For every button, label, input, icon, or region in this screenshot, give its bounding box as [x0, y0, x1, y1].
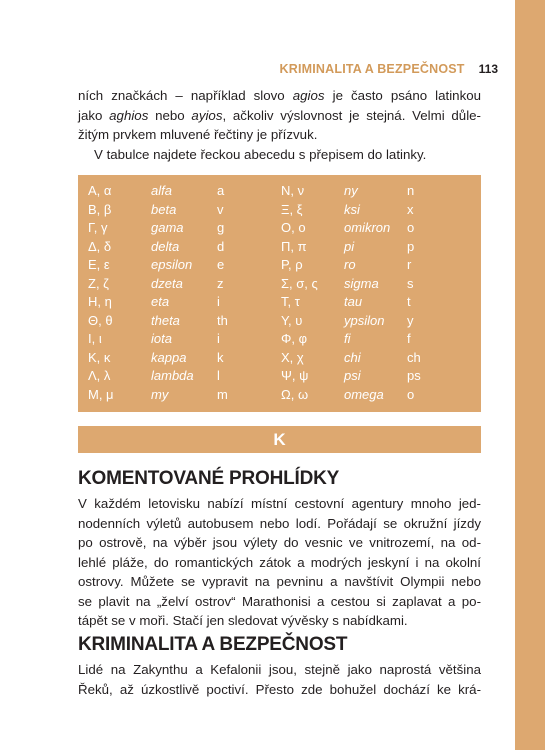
section-heading-crime: KRIMINALITA A BEZPEČNOST: [78, 634, 348, 655]
greek-letter: Π, π: [281, 238, 307, 254]
alphabet-row: [78, 367, 481, 385]
greek-letter: Κ, κ: [88, 349, 111, 365]
intro-word-agios: agios: [292, 88, 325, 103]
greek-letter-name: lambda: [151, 368, 194, 383]
alphabet-row: [78, 238, 481, 256]
greek-letter-name: epsilon: [151, 257, 193, 272]
greek-letter: Λ, λ: [88, 368, 111, 383]
greek-letter-name: ksi: [344, 201, 360, 217]
alphabet-row: [78, 312, 481, 330]
tours-line: V každém letovisku nabízí místní cestovní agentury mnoho jed-: [78, 496, 481, 511]
greek-letter-name: alfa: [151, 183, 172, 198]
intro-line: žitým prvkem mluvené řečtiny je přízvuk.: [78, 127, 318, 142]
greek-letter-name: pi: [344, 238, 355, 254]
latin-transcription: o: [407, 220, 415, 235]
greek-letter-name: ypsilon: [344, 312, 385, 328]
tours-line: nodenních výletů autobusem nebo lodí. Pořádají se okružní jízdy: [78, 515, 481, 531]
alphabet-row: [78, 182, 481, 200]
greek-letter-name: chi: [344, 349, 361, 365]
greek-letter: Μ, μ: [88, 386, 114, 402]
latin-transcription: p: [407, 238, 415, 254]
intro-line: ních značkách – například slovo agios je často psáno latinkou: [78, 88, 482, 103]
latin-transcription: d: [217, 238, 225, 254]
alphabet-row: [78, 219, 481, 237]
alphabet-row: [78, 256, 481, 274]
latin-transcription: ps: [407, 368, 421, 383]
latin-transcription: n: [407, 183, 415, 198]
latin-transcription: m: [217, 386, 228, 402]
greek-letter: Φ, φ: [281, 331, 308, 346]
section-heading-tours: KOMENTOVANÉ PROHLÍDKY: [78, 468, 340, 489]
greek-letter-name: beta: [151, 201, 177, 217]
greek-letter: Θ, θ: [88, 312, 113, 328]
greek-letter-name: sigma: [344, 275, 379, 291]
greek-letter-name: theta: [151, 312, 180, 328]
greek-letter-name: kappa: [151, 349, 187, 365]
latin-transcription: ch: [407, 349, 421, 365]
latin-transcription: s: [407, 275, 414, 291]
section-tours-paragraph: [78, 494, 481, 631]
greek-letter: Ο, ο: [281, 220, 306, 235]
intro-line: jako aghios nebo ayios, ačkoliv výslovnost je stejná. Velmi důle-: [78, 107, 481, 123]
greek-letter: Ι, ι: [88, 331, 102, 346]
alphabet-row: [78, 201, 481, 219]
latin-transcription: t: [407, 294, 411, 309]
section-crime-paragraph: [78, 660, 481, 699]
greek-letter: Ε, ε: [88, 257, 110, 272]
latin-transcription: x: [407, 201, 414, 217]
section-letter-band: [78, 426, 481, 453]
greek-letter: Η, η: [88, 294, 112, 309]
greek-letter-name: omega: [344, 386, 384, 402]
alphabet-row: [78, 293, 481, 311]
greek-letter: Ζ, ζ: [88, 275, 109, 291]
crime-line: Řeků, až úzkostlivě poctiví. Přesto zde bohužel dochází ke krá-: [78, 681, 481, 697]
greek-letter-name: dzeta: [151, 275, 183, 291]
latin-transcription: th: [217, 312, 228, 328]
latin-transcription: o: [407, 386, 415, 402]
tours-line: lehlé pláže, do romantických zátok a modrých jeskyní i na okolní: [78, 554, 481, 570]
tours-line: ostrovy. Můžete se vypravit na pevninu a navštívit Olympii nebo: [78, 574, 481, 589]
greek-alphabet-table: [78, 175, 481, 412]
latin-transcription: i: [217, 294, 220, 309]
greek-letter: Ρ, ρ: [281, 257, 303, 272]
side-tab: [515, 0, 545, 750]
latin-transcription: k: [217, 349, 224, 365]
greek-letter-name: ro: [344, 257, 356, 272]
greek-letter-name: psi: [344, 368, 361, 383]
latin-transcription: e: [217, 257, 225, 272]
intro-word-ayios: ayios: [191, 107, 223, 123]
greek-letter-name: gama: [151, 220, 184, 235]
latin-transcription: i: [217, 331, 220, 346]
alphabet-row: [78, 386, 481, 404]
alphabet-row: [78, 330, 481, 348]
greek-letter: Ξ, ξ: [281, 201, 303, 217]
latin-transcription: r: [407, 257, 412, 272]
greek-letter-name: ny: [344, 183, 358, 198]
latin-transcription: a: [217, 183, 225, 198]
greek-letter-name: iota: [151, 331, 172, 346]
greek-letter: Δ, δ: [88, 238, 112, 254]
greek-letter: Β, β: [88, 201, 112, 217]
running-header: [280, 60, 498, 78]
latin-transcription: f: [407, 331, 411, 346]
intro-paragraph: [78, 86, 481, 164]
latin-transcription: v: [217, 201, 224, 217]
crime-line: Lidé na Zakynthu a Kefalonii jsou, stejně jako naprostá většina: [78, 662, 481, 677]
greek-letter: Ψ, ψ: [281, 368, 309, 383]
greek-letter: Ν, ν: [281, 183, 305, 198]
greek-letter-name: fi: [344, 331, 351, 346]
greek-letter-name: eta: [151, 294, 170, 309]
alphabet-row: [78, 349, 481, 367]
greek-letter: Ω, ω: [281, 386, 309, 402]
section-letter: K: [273, 429, 286, 449]
latin-transcription: z: [217, 275, 224, 291]
greek-letter: Α, α: [88, 183, 112, 198]
latin-transcription: l: [217, 368, 220, 383]
page-number: 113: [478, 62, 498, 76]
tours-line: se plavit na „želví ostrov“ Marathonisi a cestou si zaplavat a po-: [78, 593, 481, 609]
running-title: KRIMINALITA A BEZPEČNOST: [279, 62, 465, 76]
greek-letter: Σ, σ, ς: [281, 275, 318, 291]
alphabet-row: [78, 275, 481, 293]
tours-line: po ostrově, na výběr jsou výlety do vesnic ve vnitrozemí, na od-: [78, 535, 481, 550]
latin-transcription: g: [217, 220, 225, 235]
greek-letter: Γ, γ: [88, 220, 108, 235]
greek-letter-name: delta: [151, 238, 180, 254]
tours-line: tápět se v moři. Stačí jen sledovat vývěsky s nabídkami.: [78, 613, 408, 628]
greek-letter-name: my: [151, 386, 169, 402]
latin-transcription: y: [407, 312, 414, 328]
greek-letter: Τ, τ: [281, 294, 300, 309]
intro-word-aghios: aghios: [109, 107, 149, 123]
greek-letter: Υ, υ: [281, 312, 303, 328]
greek-letter-name: tau: [344, 294, 363, 309]
greek-letter-name: omikron: [344, 220, 391, 235]
intro-line: V tabulce najdete řeckou abecedu s přepisem do latinky.: [94, 146, 427, 162]
greek-letter: Χ, χ: [281, 349, 304, 365]
